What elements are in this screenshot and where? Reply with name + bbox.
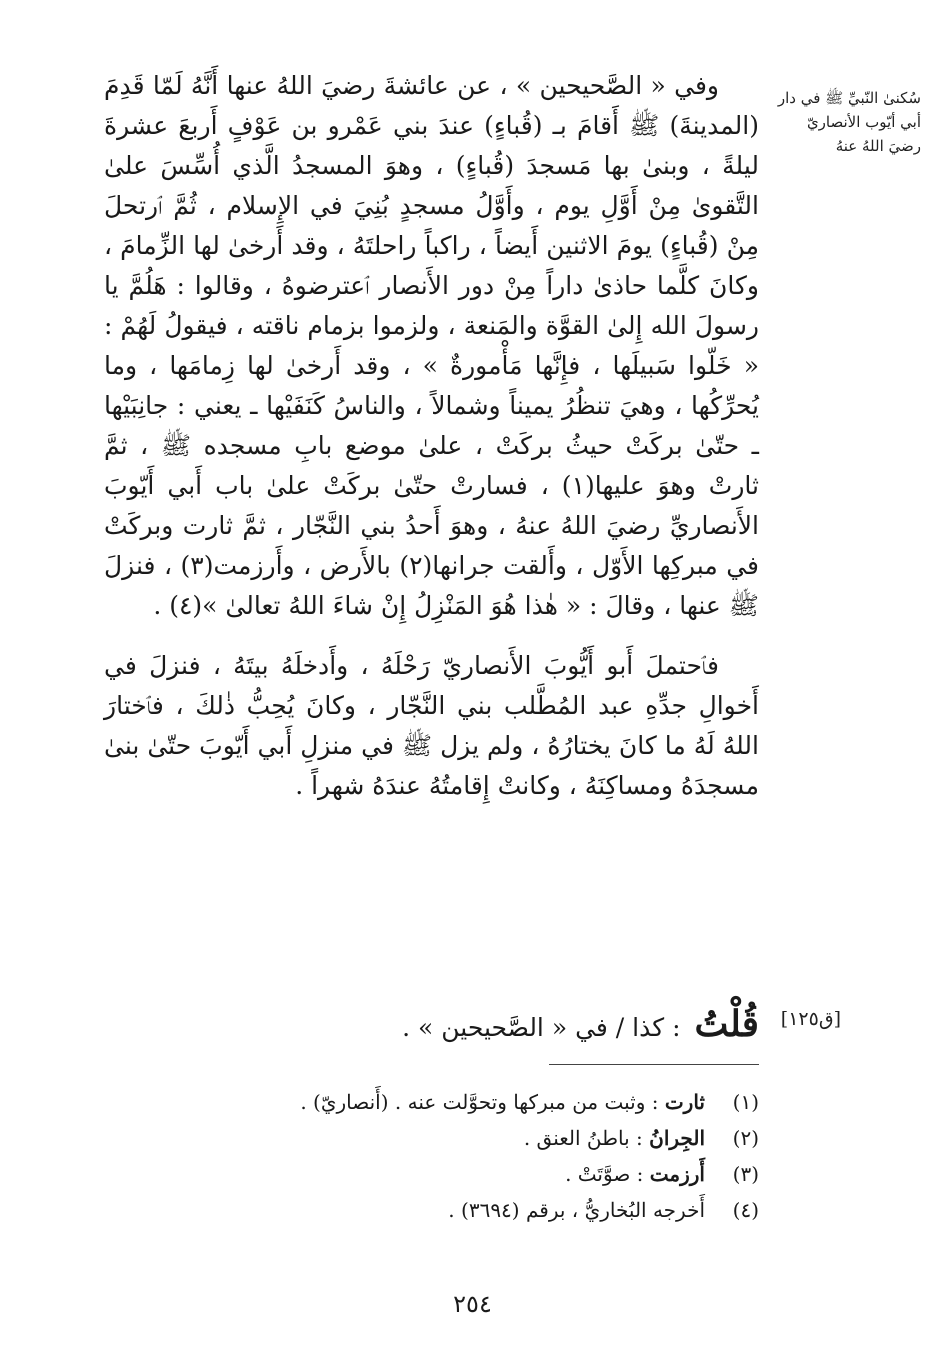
footnote [104,1090,759,1126]
remark-keyword: قُلْتُ [694,1003,759,1045]
margin-heading [771,86,921,158]
footnote-number: (٢) [732,1126,759,1150]
main-text [104,66,759,826]
footnotes [104,1090,759,1234]
footnote-number: (١) [732,1090,759,1114]
footnote-text: : باطنُ العنق . [523,1126,643,1150]
footnote-number: (٣) [732,1162,759,1186]
author-remark [104,1003,759,1045]
footnote-term: ثارت [664,1090,705,1114]
paragraph [104,66,759,626]
page-number: ٢٥٤ [453,1290,492,1318]
margin-heading-line: رضيَ اللهُ عنهُ [835,137,921,155]
folio-marker: [ق١٢٥] [780,1008,841,1030]
footnote [104,1126,759,1162]
footnote [104,1162,759,1198]
margin-heading-line: سُكنىٰ النّبيِّ ﷺ في دار [777,89,921,107]
footnote-term: الجِرانُ [649,1126,705,1150]
footnote-term: أَرزمت [649,1162,705,1186]
paragraph-1-text: وفي « الصَّحيحين » ، عن عائشةَ رضيَ اللهُ عنها أَنَّهُ لَمّا قَدِمَ (المدينةَ) ﷺ أَقامَ بـ (قُباءٍ) عندَ بني عَمْرو بن عَوْفٍ أَربعَ عشرةَ ليلةً ، وبنىٰ بها مَسجدَ (قُباءٍ) ، وهوَ المسجدُ الَّذي أُسِّسَ علىٰ التَّقوىٰ مِنْ أَوَّلِ يوم ، وأَوَّلُ مسجدٍ بُنِيَ في الإِسلام ، ثُمَّ ٱرتحلَ مِنْ (قُباءٍ) يومَ الاثنين أَيضاً ، راكباً راحلتَهُ ، وقد أَرخىٰ لها الزِّمامَ ، وكانَ كلَّما حاذىٰ داراً مِنْ دور الأَنصار ٱعترضوهُ ، وقالوا : هَلُمَّ يا رسولَ الله إِلىٰ القوَّة والمَنعة ، ولزموا بزمام ناقته ، فيقولُ لَهُمْ : « خَلّوا سَبيلَها ، فإِنَّها مَأْمورةٌ » ، وقد أَرخىٰ لها زِمامَها ، وما يُحرِّكُها ، وهيَ تنظُرُ يميناً وشمالاً ، والناسُ كَنَفَيْها ـ يعني : جانِبَيْها ـ حتّىٰ بركَتْ حيثُ بركَتْ ، علىٰ موضع بابِ مسجده ﷺ ، ثمَّ ثارتْ وهوَ عليها(١) ، فسارتْ حتّىٰ بركَتْ علىٰ باب أَبي أَيّوبَ الأَنصاريِّ رضيَ اللهُ عنهُ ، وهوَ أَحدُ بني النَّجّار ، ثمَّ ثارت وبركَتْ في مبركِها الأَوّل ، وأَلقت جرانها(٢) بالأَرض ، وأَرزمت(٣) ، فنزلَ ﷺ عنها ، وقالَ : « هٰذا هُوَ المَنْزِلُ إِنْ شاءَ اللهُ تعالىٰ »(٤) . [104,71,759,620]
margin-heading-line: أبي أيّوب الأنصاريّ [806,113,921,131]
footnote-text: : وثبت من مبركها وتحوَّلت عنه . (أَنصاريّ) . [300,1090,659,1114]
paragraph-2-text: فٱحتملَ أَبو أَيُّوبَ الأَنصاريّ رَحْلَهُ ، وأَدخلَهُ بيتَهُ ، فنزلَ في أَخوالِ جدِّهِ عبد المُطَّلب بني النَّجّار ، وكانَ يُحِبُّ ذٰلكَ ، فٱختارَ اللهُ لَهُ ما كانَ يختارُهُ ، ولم يزل ﷺ في منزلِ أَبي أَيّوبَ حتّىٰ بنىٰ مسجدَهُ ومساكِنَهُ ، وكانتْ إِقامتُهُ عندَهُ شهراً . [104,651,760,800]
remark-text: : كذا / في « الصَّحيحين » . [402,1013,681,1042]
footnote [104,1198,759,1234]
footnote-text: : صوَّتَتْ . [565,1162,644,1186]
footnote-divider [549,1064,759,1065]
footnote-number: (٤) [732,1198,759,1222]
footnote-text: أَخرجه البُخاريُّ ، برقم (٣٦٩٤) . [448,1198,705,1222]
paragraph [104,646,759,806]
